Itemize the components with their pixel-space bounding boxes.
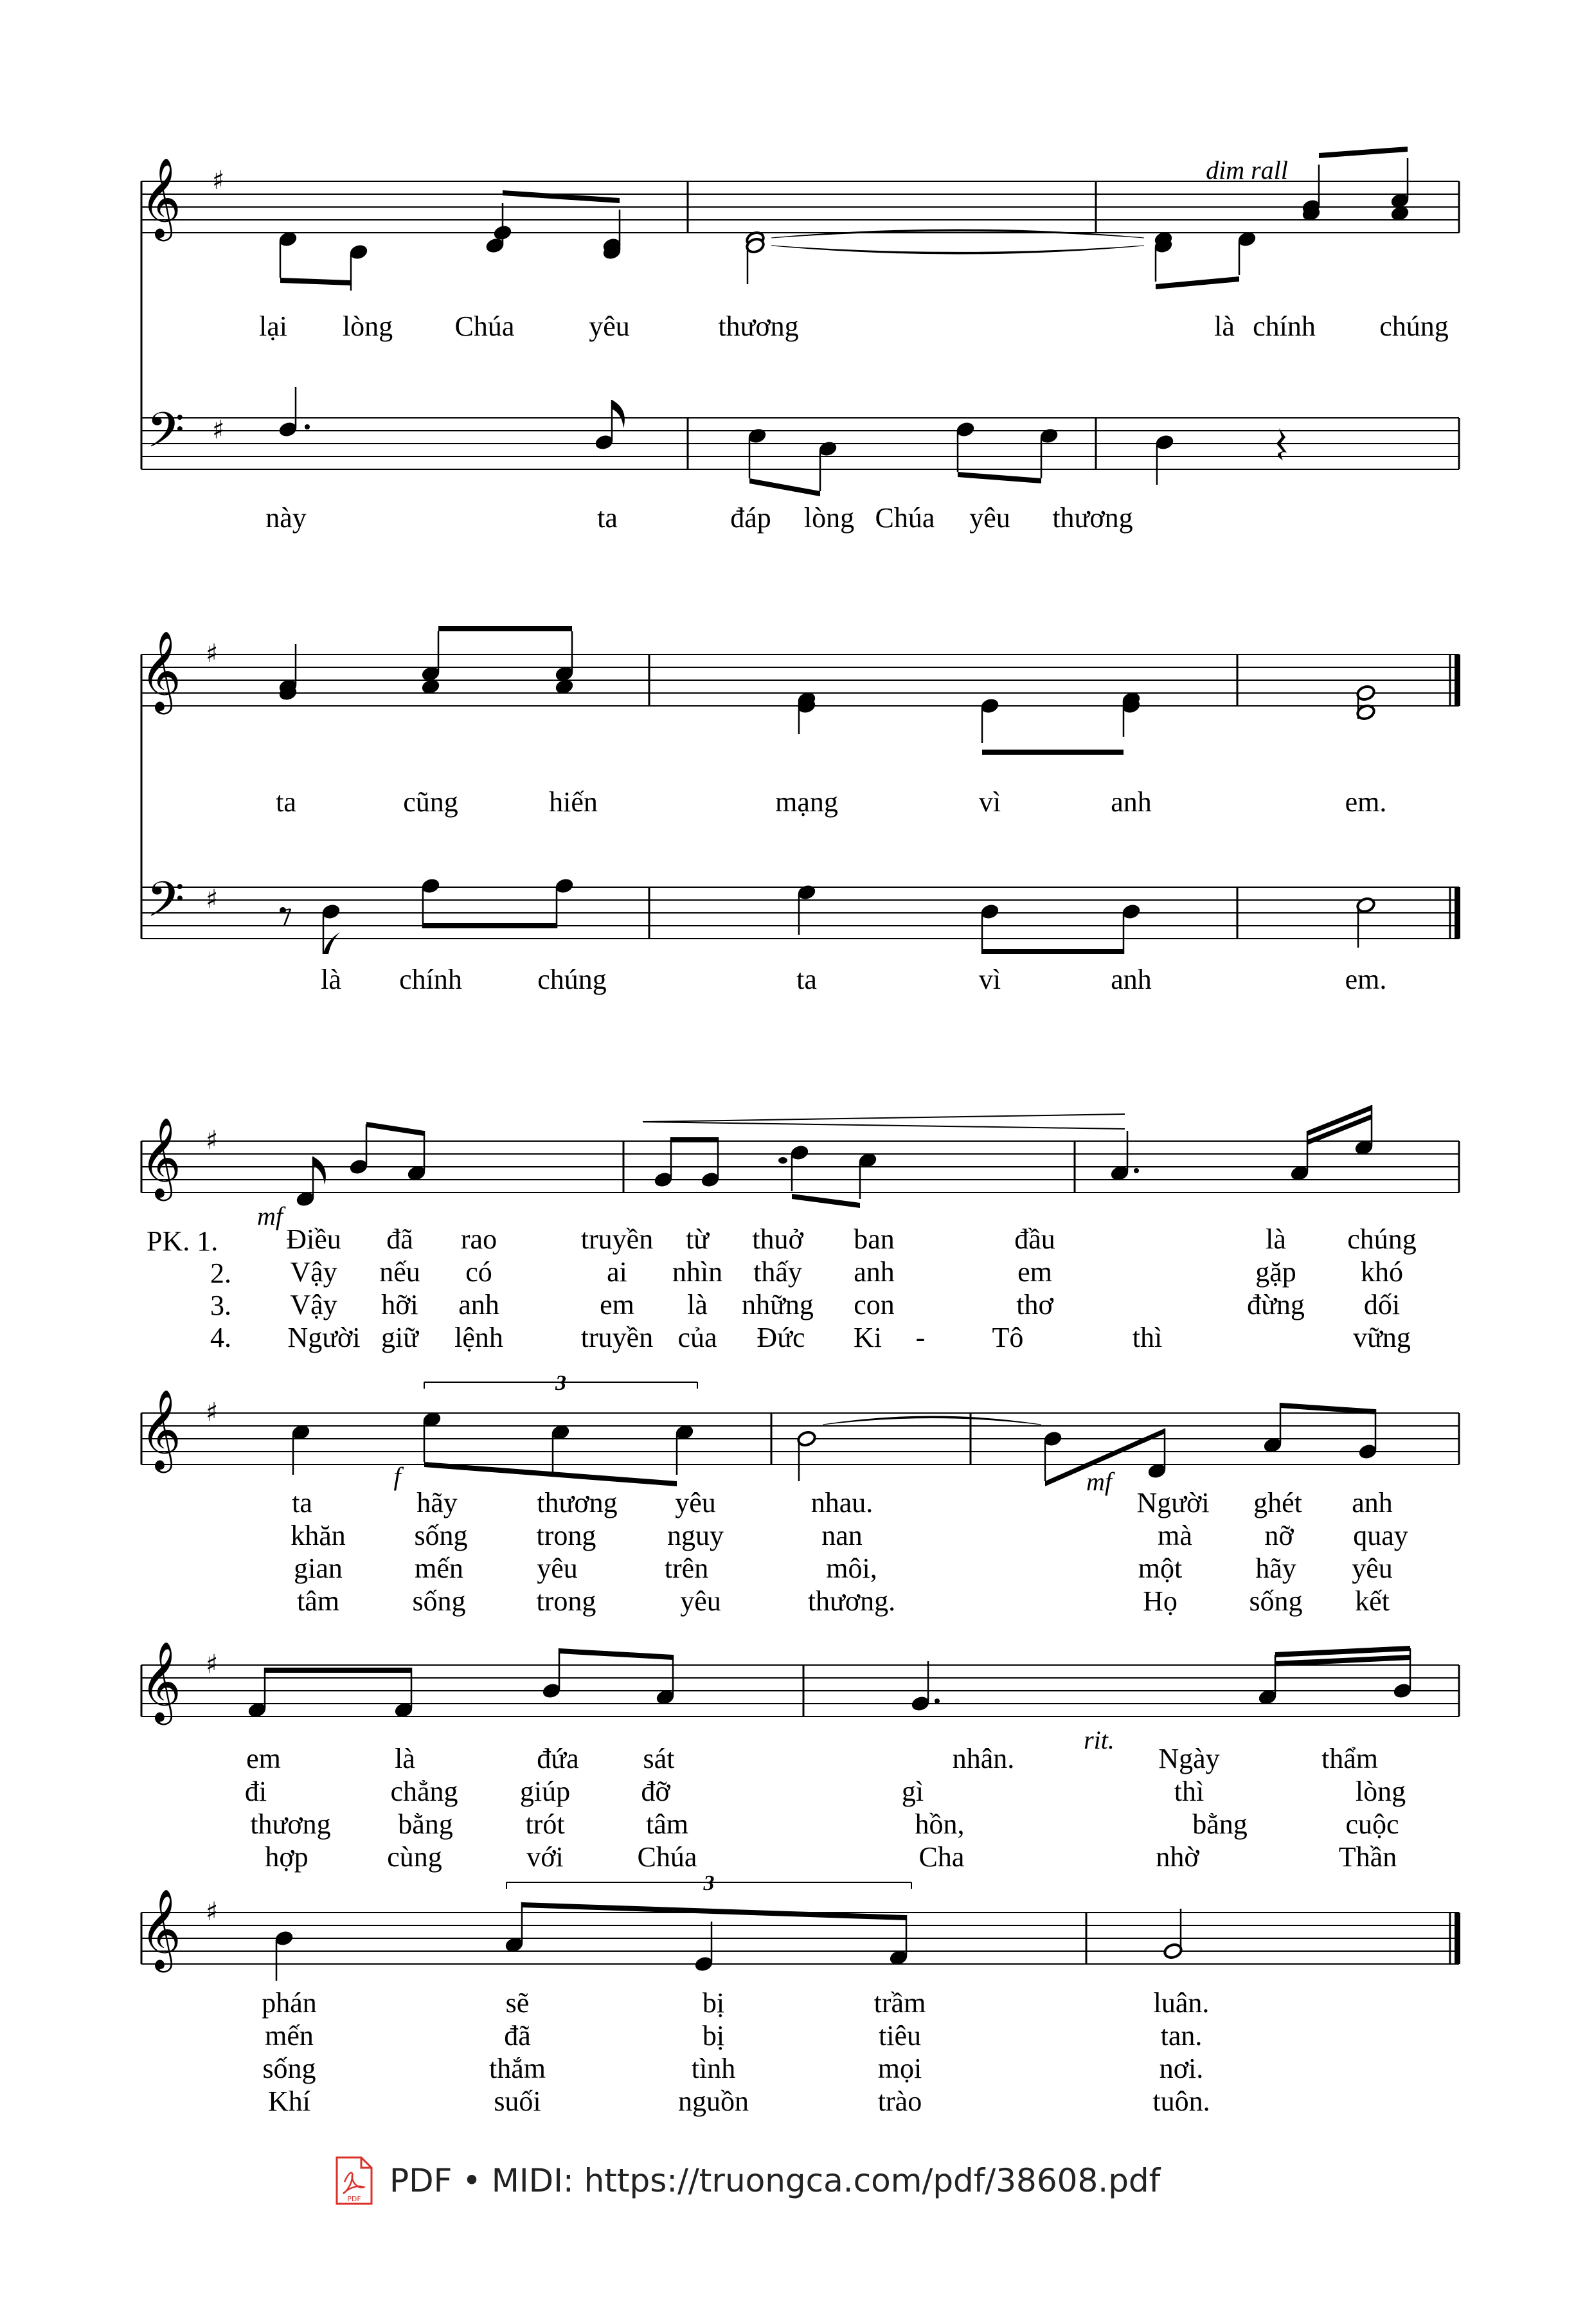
bass-clef: 𝄢 xyxy=(147,402,185,471)
crescendo-hairpin xyxy=(643,1114,1125,1122)
footer-link[interactable] xyxy=(334,2155,1160,2206)
note-flag xyxy=(612,400,625,428)
verse-label: PK. 1. xyxy=(147,1225,219,1257)
lyric-verse-3: tình xyxy=(691,2053,736,2084)
treble-clef: 𝄞 xyxy=(140,1641,181,1722)
augmentation-dot xyxy=(1134,1168,1139,1173)
final-barline-thick xyxy=(1455,654,1460,706)
lyric-verse-1: Điều xyxy=(286,1223,341,1255)
lyric-bass: chính xyxy=(399,964,462,995)
lyric-verse-4: vững xyxy=(1353,1322,1411,1353)
lyric-verse-4: Họ xyxy=(1143,1585,1178,1617)
lyric-verse-2: sống xyxy=(414,1520,468,1551)
lyric-verse-3: mến xyxy=(415,1553,463,1584)
lyric-verse-1: sát xyxy=(643,1743,675,1774)
grace-note xyxy=(778,1157,787,1164)
lyric-bass: ta xyxy=(597,502,618,534)
lyric-verse-2: chẳng xyxy=(390,1776,458,1807)
beam xyxy=(265,1668,411,1673)
lyric-soprano: yêu xyxy=(589,311,630,342)
lyric-verse-3: Vậy xyxy=(290,1289,337,1320)
lyric-bass: là xyxy=(321,964,341,995)
lyric-verse-1: là xyxy=(1266,1223,1286,1255)
lyric-verse-1: đầu xyxy=(1014,1223,1055,1255)
lyric-verse-1: ta xyxy=(292,1487,312,1518)
lyric-verse-2: bị xyxy=(702,2020,725,2051)
lyric-verse-2: lòng xyxy=(1355,1776,1406,1807)
lyric-verse-4: Chúa xyxy=(637,1841,697,1873)
lyric-verse-4: Tô xyxy=(992,1322,1024,1353)
lyric-verse-4: tuôn. xyxy=(1152,2085,1210,2117)
lyric-verse-4: suối xyxy=(494,2085,541,2117)
lyric-verse-1: đứa xyxy=(537,1743,579,1774)
lyric-soprano: hiến xyxy=(549,786,598,818)
lyric-verse-2: nguy xyxy=(667,1520,724,1551)
lyric-soprano: vì xyxy=(978,786,1001,818)
lyric-verse-3: những xyxy=(742,1289,814,1320)
lyric-soprano: Chúa xyxy=(454,311,515,342)
beam xyxy=(749,478,820,496)
lyric-verse-1: nhân. xyxy=(952,1743,1015,1774)
treble-clef: 𝄞 xyxy=(140,1889,181,1969)
lyric-verse-4: Đức xyxy=(757,1322,805,1353)
lyric-verse-2: có xyxy=(465,1256,492,1288)
lyric-verse-4: Khí xyxy=(268,2085,310,2117)
lyric-bass: em. xyxy=(1345,964,1387,995)
lyric-verse-3: hỡi xyxy=(381,1289,418,1320)
lyric-verse-4: kết xyxy=(1355,1585,1390,1617)
lyric-verse-2: thì xyxy=(1174,1776,1204,1807)
lyric-verse-2: em xyxy=(1017,1256,1052,1288)
lyric-verse-2: khăn xyxy=(291,1520,346,1551)
lyric-verse-1: thẩm xyxy=(1321,1743,1378,1774)
lyric-verse-3: anh xyxy=(458,1289,499,1320)
lyric-verse-3: thơ xyxy=(1016,1289,1053,1320)
notes xyxy=(244,147,1413,1981)
tie xyxy=(771,246,1144,254)
lyric-bass: Chúa xyxy=(875,502,935,534)
key-signature-sharp: ♯ xyxy=(206,639,219,669)
lyric-verse-4: cùng xyxy=(387,1841,442,1873)
beam xyxy=(438,626,572,631)
svg-text:PDF: PDF xyxy=(347,2195,361,2203)
lyric-verse-2: tan. xyxy=(1160,2020,1203,2051)
lyric-verse-2: đã xyxy=(504,2020,531,2051)
lyric-verse-2: tiêu xyxy=(879,2020,921,2051)
lyric-verse-3: gian xyxy=(294,1553,343,1584)
lyric-verse-2: ai xyxy=(607,1256,627,1288)
augmentation-dot xyxy=(305,424,310,429)
treble-clef: 𝄞 xyxy=(140,158,181,238)
lyric-bass: yêu xyxy=(969,502,1010,534)
lyric-verse-4: Ki xyxy=(854,1322,882,1353)
verse-label: 4. xyxy=(210,1322,231,1353)
lyric-verse-1: thuở xyxy=(752,1223,803,1255)
key-signature-sharp: ♯ xyxy=(206,885,219,914)
lyric-verse-3: sống xyxy=(262,2053,316,2084)
crescendo-hairpin xyxy=(643,1122,1125,1129)
lyric-bass: thương xyxy=(1052,502,1133,534)
key-signature-sharp: ♯ xyxy=(206,1126,219,1155)
lyric-verse-3: em xyxy=(600,1289,634,1320)
lyric-verse-4: Người xyxy=(287,1322,361,1353)
lyric-verse-4: nhờ xyxy=(1156,1841,1199,1873)
lyric-verse-3: cuộc xyxy=(1345,1808,1399,1840)
key-signature-sharp: ♯ xyxy=(206,1398,219,1427)
lyric-bass: này xyxy=(265,502,307,534)
triplet-number: 3 xyxy=(555,1371,566,1395)
lyric-soprano: là xyxy=(1214,311,1235,342)
beam xyxy=(559,1648,673,1660)
lyric-verse-3: thắm xyxy=(489,2053,546,2084)
beam xyxy=(424,1462,677,1486)
beam xyxy=(503,190,620,203)
lyric-soprano: lòng xyxy=(342,311,393,342)
lyric-verse-1: sẽ xyxy=(505,1987,530,2019)
lyric-verse-3: mọi xyxy=(877,2053,922,2084)
lyric-verse-3: trên xyxy=(664,1553,709,1584)
lyric-verse-1: thương xyxy=(537,1487,618,1518)
lyrics-and-marks xyxy=(147,156,1449,2117)
lyric-verse-3: trót xyxy=(525,1808,565,1840)
lyric-verse-1: đã xyxy=(386,1223,413,1255)
lyric-verse-2: khó xyxy=(1361,1256,1403,1288)
beam xyxy=(1319,147,1408,158)
lyric-verse-1: bị xyxy=(702,1987,725,2019)
lyric-verse-1: em xyxy=(246,1743,281,1774)
lyric-bass: vì xyxy=(978,964,1001,995)
lyric-verse-3: thương xyxy=(250,1808,331,1840)
lyric-verse-1: luân. xyxy=(1153,1987,1210,2019)
beam xyxy=(982,949,1124,954)
dynamic-dim-rall: dim rall xyxy=(1206,156,1288,185)
lyric-verse-2: đỡ xyxy=(641,1776,670,1807)
lyric-verse-4: với xyxy=(526,1841,564,1873)
lyric-verse-4: giữ xyxy=(381,1322,419,1353)
lyric-verse-4: Cha xyxy=(918,1841,965,1873)
lyric-verse-2: trong xyxy=(536,1520,596,1551)
lyric-bass: chúng xyxy=(537,964,607,995)
lyric-verse-2: mà xyxy=(1158,1520,1192,1551)
lyric-bass: lòng xyxy=(803,502,855,534)
lyric-verse-4: truyền xyxy=(580,1322,654,1353)
lyric-verse-2: giúp xyxy=(519,1776,571,1807)
marking-rit: rit. xyxy=(1084,1725,1115,1754)
final-barline-thick xyxy=(1455,887,1460,939)
lyric-verse-4: trong xyxy=(536,1585,596,1617)
lyric-verse-4: hợp xyxy=(265,1841,309,1873)
lyric-verse-4: - xyxy=(915,1322,926,1353)
lyric-verse-3: dối xyxy=(1363,1289,1401,1320)
lyric-verse-2: Vậy xyxy=(290,1256,337,1288)
lyric-verse-4: Thần xyxy=(1338,1841,1397,1873)
lyric-verse-4: yêu xyxy=(680,1585,721,1617)
dynamic-f: f xyxy=(393,1462,401,1491)
lyric-verse-4: thì xyxy=(1132,1322,1163,1353)
tie xyxy=(823,1416,1041,1425)
lyric-verse-2: nếu xyxy=(379,1256,420,1288)
lyric-verse-1: truyền xyxy=(580,1223,654,1255)
lyric-verse-1: trầm xyxy=(873,1987,926,2019)
beam xyxy=(1156,276,1239,289)
lyric-soprano: ta xyxy=(276,786,296,818)
lyric-verse-4: của xyxy=(677,1322,717,1353)
beam xyxy=(792,1194,860,1208)
lyric-verse-1: yêu xyxy=(675,1487,716,1518)
beam xyxy=(366,1122,424,1136)
lyric-verse-2: anh xyxy=(854,1256,895,1288)
lyric-verse-3: bằng xyxy=(1192,1808,1248,1840)
lyric-verse-3: đừng xyxy=(1247,1289,1305,1320)
beam xyxy=(423,923,557,928)
lyric-verse-2: thấy xyxy=(753,1256,802,1288)
lyric-bass: anh xyxy=(1111,964,1152,995)
tie xyxy=(771,230,1144,238)
lyric-verse-1: anh xyxy=(1352,1487,1393,1518)
lyric-verse-3: tâm xyxy=(646,1808,688,1840)
lyric-verse-3: yêu xyxy=(537,1553,578,1584)
lyric-bass: đáp xyxy=(730,502,771,534)
key-signature-sharp: ♯ xyxy=(212,166,225,195)
treble-clef: 𝄞 xyxy=(140,631,181,711)
lyric-verse-1: nhau. xyxy=(810,1487,873,1518)
lyric-verse-2: nhìn xyxy=(672,1256,723,1288)
key-signature-sharp: ♯ xyxy=(206,1650,219,1679)
treble-clef: 𝄞 xyxy=(140,1117,181,1198)
augmentation-dot xyxy=(935,1698,940,1704)
key-signature-sharp: ♯ xyxy=(212,415,225,445)
note-flag xyxy=(313,1157,326,1185)
lyric-verse-3: con xyxy=(854,1289,895,1320)
lyric-verse-2: gặp xyxy=(1255,1256,1296,1288)
lyric-soprano: anh xyxy=(1111,786,1152,818)
lyric-verse-3: hãy xyxy=(1255,1553,1296,1584)
key-signature-sharp: ♯ xyxy=(206,1897,219,1927)
dynamic-mf: mf xyxy=(257,1202,283,1230)
lyric-verse-1: là xyxy=(395,1743,415,1774)
lyric-verse-2: quay xyxy=(1353,1520,1408,1551)
final-barline-thick xyxy=(1455,1913,1460,1964)
lyric-verse-4: trào xyxy=(877,2085,922,2117)
beam xyxy=(522,1902,906,1920)
lyric-verse-2: mến xyxy=(265,2020,314,2051)
verse-label: 3. xyxy=(210,1290,231,1321)
treble-clef: 𝄞 xyxy=(140,1389,181,1470)
notehead xyxy=(493,224,513,242)
lyric-verse-1: ban xyxy=(854,1223,895,1255)
lyric-soprano: em. xyxy=(1345,786,1387,818)
lyric-verse-1: chúng xyxy=(1347,1223,1417,1255)
lyric-verse-3: nơi. xyxy=(1159,2053,1204,2084)
lyric-verse-1: phán xyxy=(262,1987,317,2019)
lyric-soprano: mạng xyxy=(775,786,838,818)
lyric-verse-3: một xyxy=(1138,1553,1183,1584)
triplet-number: 3 xyxy=(703,1871,715,1895)
lyric-soprano: chúng xyxy=(1379,311,1449,342)
lyric-verse-3: là xyxy=(687,1289,708,1320)
lyric-verse-3: yêu xyxy=(1352,1553,1393,1584)
lyric-verse-4: sống xyxy=(1249,1585,1303,1617)
lyric-verse-3: môi, xyxy=(826,1553,877,1584)
lyric-verse-2: nỡ xyxy=(1264,1520,1294,1551)
lyric-verse-1: hãy xyxy=(416,1487,458,1518)
lyric-verse-2: gì xyxy=(901,1776,924,1807)
beam xyxy=(280,278,351,285)
lyric-verse-4: sống xyxy=(412,1585,466,1617)
lyric-verse-4: nguồn xyxy=(678,2085,749,2117)
pdf-file-icon xyxy=(334,2156,373,2205)
note-flag xyxy=(323,932,340,954)
lyric-verse-1: Người xyxy=(1136,1487,1210,1518)
lyric-verse-1: rao xyxy=(460,1223,497,1255)
lyric-verse-1: từ xyxy=(685,1223,710,1255)
footer-text[interactable]: PDF • MIDI: https://truongca.com/pdf/38608.pdf xyxy=(390,2162,1161,2199)
lyric-verse-3: hồn, xyxy=(915,1808,965,1840)
lyric-soprano: chính xyxy=(1253,311,1316,342)
lyric-verse-2: đi xyxy=(244,1776,267,1807)
lyric-verse-4: lệnh xyxy=(454,1322,503,1353)
verse-label: 2. xyxy=(210,1257,231,1289)
beam xyxy=(982,750,1124,755)
dynamic-mf: mf xyxy=(1086,1467,1112,1496)
lyric-soprano: lại xyxy=(259,311,287,342)
beam xyxy=(671,1137,718,1142)
bass-clef: 𝄢 xyxy=(147,871,185,940)
lyric-verse-2: nan xyxy=(821,1520,863,1551)
beam xyxy=(958,472,1041,483)
lyric-verse-4: thương. xyxy=(807,1585,896,1617)
lyric-soprano: cũng xyxy=(403,786,458,818)
beam xyxy=(1275,1646,1410,1657)
lyric-soprano: thương xyxy=(718,311,799,342)
lyric-verse-4: tâm xyxy=(297,1585,339,1617)
lyric-verse-1: ghét xyxy=(1253,1487,1302,1518)
lyric-verse-1: Ngày xyxy=(1158,1743,1220,1774)
lyric-bass: ta xyxy=(796,964,817,995)
lyric-verse-3: bằng xyxy=(398,1808,453,1840)
